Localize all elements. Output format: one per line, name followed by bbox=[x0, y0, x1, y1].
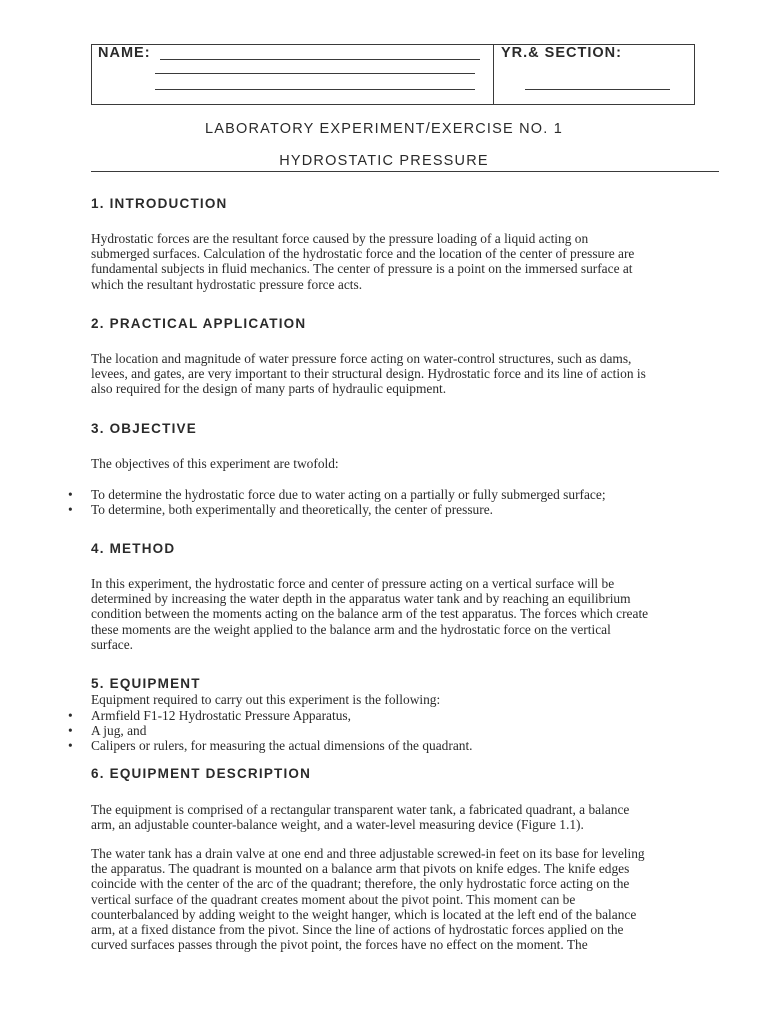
paragraph-line: levees, and gates, are very important to their structural design. Hydrostatic force and its line of action is bbox=[91, 366, 646, 382]
paragraph-line: which the resultant hydrostatic pressure force acts. bbox=[91, 276, 363, 292]
name-blank-line-3 bbox=[155, 89, 475, 90]
paragraph-line: counterbalanced by adding weight to the weight hanger, which is located at the left end of the balance bbox=[91, 906, 637, 922]
section-blank-line bbox=[525, 89, 670, 90]
paragraph-line: The equipment is comprised of a rectangular transparent water tank, a fabricated quadrant, a balance bbox=[91, 802, 630, 817]
name-blank-line-2 bbox=[155, 73, 475, 74]
paragraph-line: The location and magnitude of water pressure force acting on water-control structures, such as dams, bbox=[91, 351, 632, 366]
paragraph-line: determined by increasing the water depth in the apparatus water tank and by reaching an equilibrium bbox=[91, 591, 631, 607]
objective-intro: The objectives of this experiment are twofold: bbox=[91, 456, 339, 471]
paragraph-line: vertical surface of the quadrant creates moment about the pivot point. This moment can be bbox=[91, 891, 576, 907]
paragraph-line: Hydrostatic forces are the resultant force caused by the pressure loading of a liquid acting on bbox=[91, 231, 589, 246]
paragraph-line: curved surfaces passes through the pivot point, the forces have no effect on the moment. The bbox=[91, 937, 588, 953]
paragraph-line: arm, at a fixed distance from the pivot. Since the line of actions of hydrostatic forces applied on the bbox=[91, 922, 624, 938]
practical-application-paragraph bbox=[91, 351, 723, 397]
section-label: YR.& SECTION: bbox=[501, 45, 622, 61]
bullet-icon: • bbox=[68, 708, 73, 723]
title-rule bbox=[91, 171, 719, 172]
paragraph-line: The water tank has a drain valve at one end and three adjustable screwed-in feet on its base for leveling bbox=[91, 846, 645, 861]
list-item-text: Armfield F1-12 Hydrostatic Pressure Apparatus, bbox=[91, 708, 351, 723]
equipment-heading: 5. EQUIPMENT bbox=[91, 676, 201, 691]
method-paragraph bbox=[91, 576, 723, 652]
introduction-paragraph bbox=[91, 231, 723, 292]
list-item-text: A jug, and bbox=[91, 723, 147, 738]
equipment-description-paragraph-1 bbox=[91, 802, 723, 832]
bullet-icon: • bbox=[68, 738, 73, 753]
paragraph-line: these moments are the weight applied to the balance arm and the hydrostatic force on the vertical bbox=[91, 621, 611, 637]
bullet-icon: • bbox=[68, 723, 73, 738]
objective-heading: 3. OBJECTIVE bbox=[91, 421, 197, 436]
equipment-intro: Equipment required to carry out this experiment is the following: bbox=[91, 692, 441, 707]
bullet-icon: • bbox=[68, 487, 73, 502]
paragraph-line: condition between the moments acting on the balance arm of the test apparatus. The forces which create bbox=[91, 606, 649, 622]
paragraph-line: also required for the design of many parts of hydraulic equipment. bbox=[91, 381, 447, 397]
equipment-description-heading: 6. EQUIPMENT DESCRIPTION bbox=[91, 766, 312, 781]
list-item-text: Calipers or rulers, for measuring the actual dimensions of the quadrant. bbox=[91, 738, 473, 753]
equipment-description-paragraph-2 bbox=[91, 846, 723, 952]
paragraph-line: In this experiment, the hydrostatic force and center of pressure acting on a vertical surface will be bbox=[91, 576, 615, 591]
paragraph-line: arm, an adjustable counter-balance weight, and a water-level measuring device (Figure 1.1). bbox=[91, 817, 584, 833]
paragraph-line: fundamental subjects in fluid mechanics. The center of pressure is a point on the immersed surface at bbox=[91, 261, 633, 277]
method-heading: 4. METHOD bbox=[91, 541, 176, 556]
paragraph-line: coincide with the center of the arc of the quadrant; therefore, the only hydrostatic force acting on the bbox=[91, 876, 630, 892]
document-subtitle: HYDROSTATIC PRESSURE bbox=[279, 153, 489, 169]
paragraph-line: surface. bbox=[91, 636, 134, 652]
name-blank-line-1 bbox=[160, 59, 480, 60]
paragraph-line: the apparatus. The quadrant is mounted on a balance arm that pivots on knife edges. The knife edges bbox=[91, 861, 630, 877]
student-info-box bbox=[91, 44, 695, 105]
name-label: NAME: bbox=[98, 45, 151, 61]
list-item-text: To determine, both experimentally and theoretically, the center of pressure. bbox=[91, 502, 493, 517]
list-item-text: To determine the hydrostatic force due to water acting on a partially or fully submerged surface; bbox=[91, 487, 606, 502]
document-title: LABORATORY EXPERIMENT/EXERCISE NO. 1 bbox=[205, 121, 563, 137]
bullet-icon: • bbox=[68, 502, 73, 517]
header-divider bbox=[493, 45, 494, 104]
introduction-heading: 1. INTRODUCTION bbox=[91, 196, 228, 211]
paragraph-line: submerged surfaces. Calculation of the hydrostatic force and the location of the center of pressure are bbox=[91, 246, 635, 262]
practical-application-heading: 2. PRACTICAL APPLICATION bbox=[91, 316, 307, 331]
